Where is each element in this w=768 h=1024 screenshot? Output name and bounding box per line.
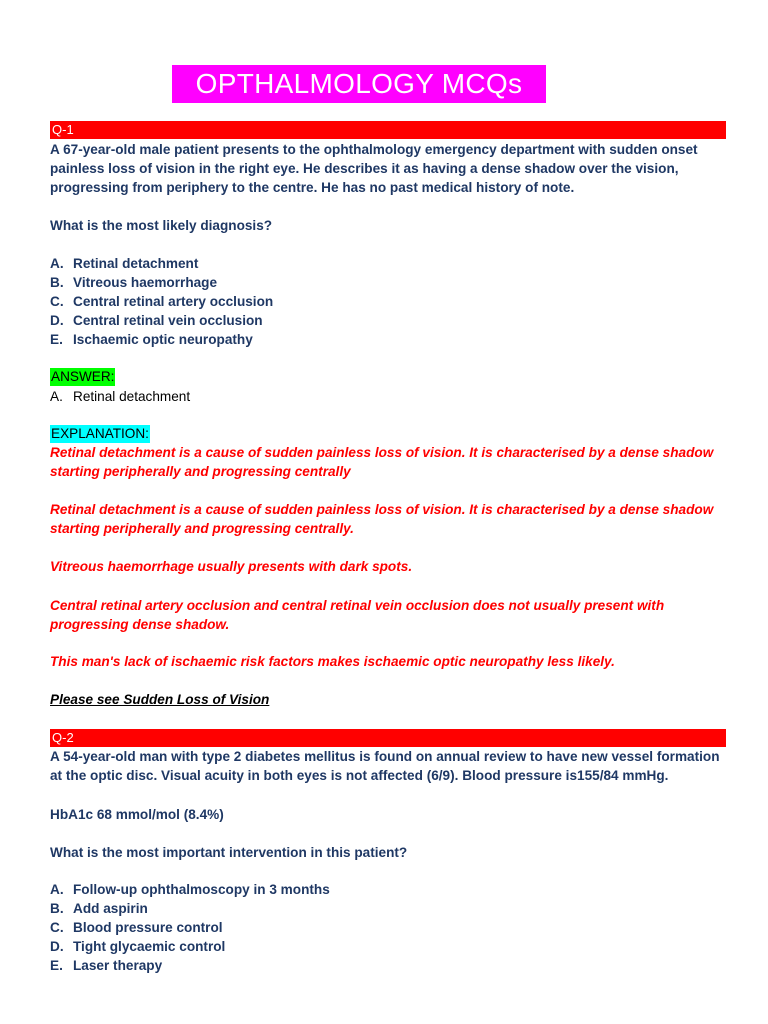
question-2-option-e: E. Laser therapy	[50, 958, 163, 973]
question-1-option-d: D. Central retinal vein occlusion	[50, 313, 263, 328]
question-2-option-d: D. Tight glycaemic control	[50, 939, 226, 954]
explanation-paragraph-1: Retinal detachment is a cause of sudden painless loss of vision. It is characterised by a dense shadow starting peripherally and progressing centrally	[50, 445, 714, 479]
question-2-lab: HbA1c 68 mmol/mol (8.4%)	[50, 807, 224, 822]
question-2-header: Q-2	[50, 729, 726, 747]
question-1-option-a: A. Retinal detachment	[50, 256, 199, 271]
explanation-paragraph-4: Central retinal artery occlusion and central retinal vein occlusion does not usually present with progressing dense shadow.	[50, 598, 665, 632]
see-also-link[interactable]: Please see Sudden Loss of Vision	[50, 692, 270, 707]
question-1-option-b: B. Vitreous haemorrhage	[50, 275, 218, 290]
question-1-header: Q-1	[50, 121, 726, 139]
question-1-stem: A 67-year-old male patient presents to the ophthalmology emergency department with sudden onset painless loss of vision in the right eye. He describes it as having a dense shadow over the vision, progressing from periphery to the centre. He has no past medical history of note.	[50, 142, 698, 195]
explanation-paragraph-5: This man's lack of ischaemic risk factors makes ischaemic optic neuropathy less likely.	[50, 654, 615, 669]
page-title: OPTHALMOLOGY MCQs	[172, 65, 546, 103]
answer-value: A. Retinal detachment	[50, 389, 191, 404]
explanation-label: EXPLANATION:	[51, 426, 149, 441]
explanation-paragraph-2: Retinal detachment is a cause of sudden painless loss of vision. It is characterised by a dense shadow starting peripherally and progressing centrally.	[50, 502, 714, 536]
question-2-options	[50, 880, 726, 975]
question-1-option-c: C. Central retinal artery occlusion	[50, 294, 274, 309]
question-1-option-e: E. Ischaemic optic neuropathy	[50, 332, 253, 347]
question-2-option-c: C. Blood pressure control	[50, 920, 223, 935]
question-1-prompt: What is the most likely diagnosis?	[50, 218, 273, 233]
question-2-option-a: A. Follow-up ophthalmoscopy in 3 months	[50, 882, 330, 897]
explanation-paragraph-3: Vitreous haemorrhage usually presents with dark spots.	[50, 559, 413, 574]
question-2-prompt: What is the most important intervention in this patient?	[50, 845, 408, 860]
question-2-option-b: B. Add aspirin	[50, 901, 148, 916]
answer-label: ANSWER:	[51, 369, 115, 384]
question-1-options	[50, 254, 726, 349]
question-2-stem: A 54-year-old man with type 2 diabetes mellitus is found on annual review to have new vessel formation at the optic disc. Visual acuity in both eyes is not affected (6/9). Blood pressure is155/84 mmHg.	[50, 749, 720, 783]
